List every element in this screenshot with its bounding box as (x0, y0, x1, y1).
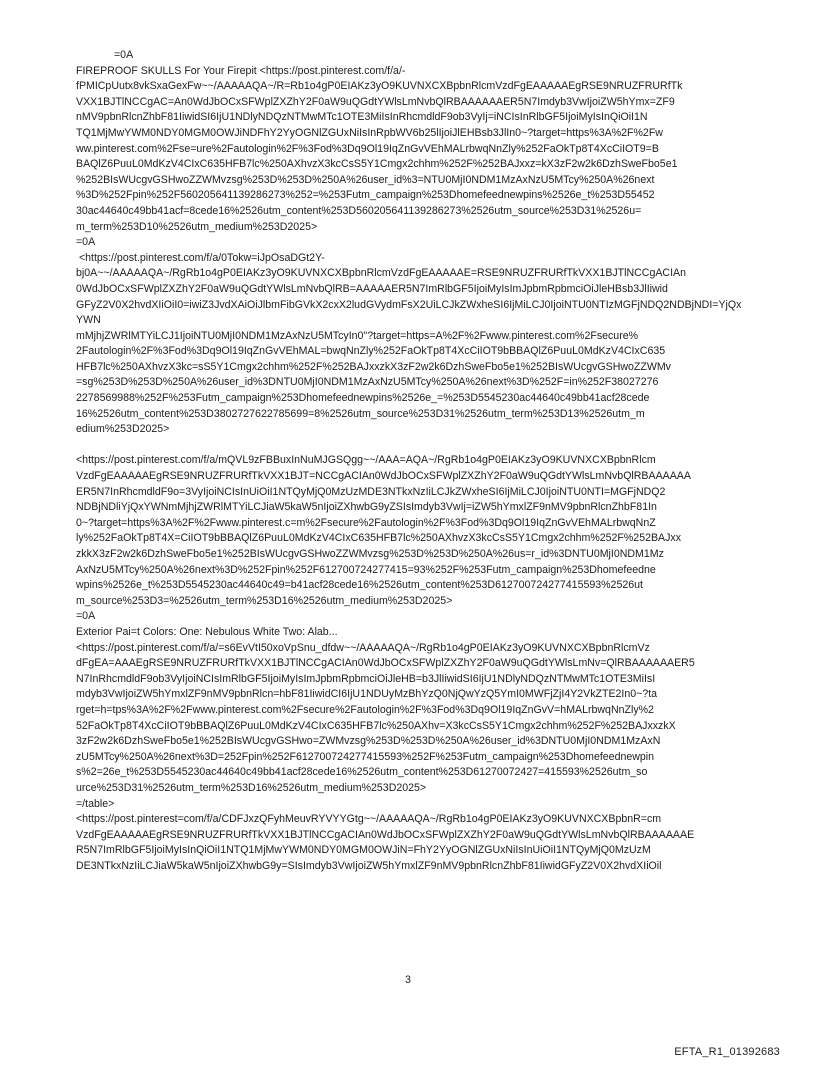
bates-stamp: EFTA_R1_01392683 (674, 1046, 780, 1058)
text-line: R5N7ImRlbGF5IjoiMyIsInQiOiI1NTQ1MjMwYWM0NDY0MGM0OWJiN=FhY2YyOGNlZGUxNiIsInUiOiI1NTQyMjQ0MzUzM (76, 844, 651, 857)
text-line: HFB7lc%250AXhvzX3kc=sS5Y1Cmgx2chhm%252F%252BAJxxzkX3zF2w2k6DzhSweFbo5e1%252BIsWUcgvGSHwoZZWMv (76, 360, 671, 373)
text-line: wpins%2526e_t%253D5545230ac44640c49=b41acf28cede16%2526utm_content%253D612700724277415593%2526ut (76, 579, 643, 592)
text-line: AxNzU5MTcy%250A%26next%3D%252Fpin%252F612700724277415=93%252F%253Futm_campaign%253Dhomefeedne (76, 563, 656, 576)
text-line: =sg%253D%253D%250A%26user_id%3DNTU0MjI0NDM1MzAxNzU5MTcy%250A%26next%3D%252F=in%252F38027276 (76, 376, 659, 389)
text-line: 52FaOkTp8T4XcCiIOT9bBBAQlZ6PuuL0MdKzV4CIxC635HFB7lc%250AXhv=X3kcCsS5Y1Cmgx2chhm%252F%252BAJxxzkX (76, 719, 676, 732)
text-line: 2Fautologin%2F%3Fod%3Dq9Ol19IqZnGvVEhMAL=bwqNnZly%252FaOkTp8T4XcCiIOT9bBBAQlZ6PuuL0MdKzV4CIxC635 (76, 345, 666, 358)
text-line: fPMICpUutx8vkSxaGexFw~~/AAAAAQA~/R=Rb1o4gP0EIAKz3yO9KUVNXCXBpbnRlcmVzdFgEAAAAAEgRSE9NRUZFRURfTk (76, 80, 683, 93)
text-line: =/table> (76, 797, 115, 810)
text-line: dFgEA=AAAEgRSE9NRUZFRURfTkVXX1BJTlNCCgACIAn0WdJbOCxSFWplZXZhY2F0aW9uQGdtYWlsLmNv=QlRBAAAAAAER5 (76, 657, 695, 670)
text-line: mdyb3VwIjoiZW5hYmxlZF9nMV9pbnRlcn=hbF81IiwidCI6IjU1NDUyMzBhYzQ0NjQwYzQ5YmI0MWFjZjI4Y2VkZTE2In0~?ta (76, 688, 658, 701)
page-number: 3 (405, 974, 411, 986)
text-line: VzdFgEAAAAAEgRSE9NRUZFRURfTkVXX1BJT=NCCgACIAn0WdJbOCxSFWplZXZhY2F0aW9uQGdtYWlsLmNvbQlRBAAAAAA (76, 470, 691, 483)
text-line: 0WdJbOCxSFWplZXZhY2F0aW9uQGdtYWlsLmNvbQlRB=AAAAAER5N7ImRlbGF5IjoiMyIsImJpbmRpbmciOiJleHBsb3JlIiwid (76, 282, 668, 295)
text-line: N7InRhcmdldF9ob3VyIjoiNCIsImRlbGF5IjoiMyIsImJpbmRpbmciOiJleHB=b3JlIiwidSI6IjU1NDlyNDQzNTMwMTc1OTE3MiIsI (76, 672, 656, 685)
text-line: <https://post.pinterest=com/f/a/CDFJxzQFyhMeuvRYVYYGtg~~/AAAAAQA~/RgRb1o4gP0EIAKz3yO9KUVNXCXBpbnR=cm (76, 813, 662, 826)
text-line: =0A (76, 610, 96, 623)
text-line: FIREPROOF SKULLS For Your Firepit <https://post.pinterest.com/f/a/- (76, 64, 406, 77)
text-line: bj0A~~/AAAAAQA~/RgRb1o4gP0EIAKz3yO9KUVNXCXBpbnRlcmVzdFgEAAAAAE=RSE9NRUZFRURfTkVXX1BJTlNCCgACIAn (76, 267, 686, 280)
text-line: NDBjNDliYjQxYWNmMjhjZWRlMTYiLCJiaW5kaW5nIjoiZXhwbG9yZSIsImdyb3VwIj=iZW5hYmxlZF9nMV9pbnRlcnZhbF81In (76, 501, 657, 514)
text-line: nMV9pbnRlcnZhbF81IiwidSI6IjU1NDlyNDQzNTMwMTc1OTE3MiIsInRhcmdldF9ob3VyIj=iNCIsInRlbGF5IjoiMyIsInQiOiI1N (76, 111, 648, 124)
text-line: GFyZ2V0X2hvdXIiOiI0=iwiZ3JvdXAiOiJlbmFibGVkX2cxX2ludGVydmFsX2UiLCJkZWxheSI6IjMiLCJ0IjoiNTU0NTIzMGFjNDQ2NDBjNDI=YjQxYWN (76, 298, 742, 327)
text-line: VXX1BJTlNCCgAC=An0WdJbOCxSFWplZXZhY2F0aW9uQGdtYWlsLmNvbQlRBAAAAAAER5N7Imdyb3VwIjoiZW5hYmx=ZF9 (76, 95, 675, 108)
text-line: s%2=26e_t%253D5545230ac44640c49bb41acf28cede16%2526utm_content%253D61270072427=415593%2526utm_so (76, 766, 648, 779)
text-line: m_term%253D10%2526utm_medium%253D2025> (76, 220, 318, 233)
text-line: zU5MTcy%250A%26next%3D=252Fpin%252F612700724277415593%252F%253Futm_campaign%253Dhomefeednewpin (76, 750, 655, 763)
text-line: DE3NTkxNzIiLCJiaW5kaW5nIjoiZXhwbG9y=SIsImdyb3VwIjoiZW5hYmxlZF9nMV9pbnRlcnZhbF81IiwidGFyZ2V0X2hvdXIiOil (76, 859, 662, 872)
text-line: mMjhjZWRlMTYiLCJ1IjoiNTU0MjI0NDM1MzAxNzU5MTcyIn0"?target=https=A%2F%2Fwww.pinterest.com%2Fsecure% (76, 329, 639, 342)
text-line: 30ac44640c49bb41acf=8cede16%2526utm_content%253D560205641139286273%2526utm_source%253D31%2526u= (76, 204, 642, 217)
text-line: 0~?target=https%3A%2F%2Fwww.pinterest.c=m%2Fsecure%2Fautologin%2F%3Fod%3Dq9Ol19IqZnGvVEhMALrbwqNnZ (76, 516, 656, 529)
text-line: %252BIsWUcgvGSHwoZZWMvzsg%253D%253D%250A%26user_id%3=NTU0MjI0NDM1MzAxNzU5MTcy%250A%26next (76, 173, 655, 186)
text-line: 2278569988%252F%253Futm_campaign%253Dhomefeednewpins%2526e_=%253D5545230ac44640c49bb41acf28cede (76, 392, 650, 405)
text-line: m_source%253D3=%2526utm_term%253D16%2526utm_medium%253D2025> (76, 594, 453, 607)
text-line: VzdFgEAAAAAEgRSE9NRUZFRURfTkVXX1BJTlNCCgACIAn0WdJbOCxSFWplZXZhY2F0aW9uQGdtYWlsLmNvbQlRBAAAAAAE (76, 828, 695, 841)
text-line: ww.pinterest.com%2Fse=ure%2Fautologin%2F%3Fod%3Dq9Ol19IqZnGvVEhMALrbwqNnZly%252FaOkTp8T4XcCiIOT9=B (76, 142, 659, 155)
text-line: 16%2526utm_content%253D3802727622785699=8%2526utm_source%253D31%2526utm_term%253D13%2526utm_m (76, 407, 645, 420)
text-line: <https://post.pinterest.com/f/a/mQVL9zFBBuxInNuMJGSQgg~~/AAA=AQA~/RgRb1o4gP0EIAKz3yO9KUVNXCXBpbnRlcm (76, 454, 656, 467)
text-line: =0A (114, 49, 134, 61)
text-line: urce%253D31%2526utm_term%253D16%2526utm_medium%253D2025> (76, 781, 427, 794)
email-body-text (76, 48, 742, 874)
text-line: ER5N7InRhcmdldF9o=3VyIjoiNCIsInUiOiI1NTQyMjQ0MzUzMDE3NTkxNzIiLCJkZWxheSI6IjMiLCJ0IjoiNTU0NTI=MGFjNDQ2 (76, 485, 666, 498)
text-line: <https://post.pinterest.com/f/a/0Tokw=iJpOsaDGt2Y- (76, 251, 325, 264)
text-line: BAQlZ6PuuL0MdKzV4CIxC635HFB7lc%250AXhvzX3kcCsS5Y1Cmgx2chhm%252F%252BAJxxz=kX3zF2w2k6DzhSweFbo5e1 (76, 158, 678, 171)
text-line: edium%253D2025> (76, 423, 170, 436)
text-line: zkkX3zF2w2k6DzhSweFbo5e1%252BIsWUcgvGSHwoZZWMvzsg%253D%253D%250A%26us=r_id%3DNTU0MjI0NDM1Mz (76, 548, 664, 560)
text-line: rget=h=tps%3A%2F%2Fwww.pinterest.com%2Fsecure%2Fautologin%2F%3Fod%3Dq9Ol19IqZnGvV=hMALrbwqNnZly%2 (76, 703, 654, 716)
text-line: =0A (76, 236, 96, 249)
text-line: TQ1MjMwYWM0NDY0MGM0OWJiNDFhY2YyOGNlZGUxNiIsInRpbWV6b25lIjoiJlEHBsb3JlIn0~?target=https%3A%2F%2Fw (76, 126, 663, 139)
text-line: %3D%252Fpin%252F560205641139286273%252=%253Futm_campaign%253Dhomefeednewpins%2526e_t%253D55452 (76, 189, 655, 202)
text-line: 3zF2w2k6DzhSweFbo5e1%252BIsWUcgvGSHwo=ZWMvzsg%253D%253D%250A%26user_id%3DNTU0MjI0NDM1MzAxN (76, 735, 661, 748)
text-line: <https://post.pinterest.com/f/a/=s6EvVtI50xoVpSnu_dfdw~~/AAAAAQA~/RgRb1o4gP0EIAKz3yO9KUVNXCXBpbnRlcmVz (76, 641, 650, 654)
blank-line (76, 438, 742, 454)
text-line: ly%252FaOkTp8T4X=CiIOT9bBBAQlZ6PuuL0MdKzV4CIxC635HFB7lc%250AXhvzX3kcCsS5Y1Cmgx2chhm%252F%252BAJxx (76, 532, 681, 545)
text-line: Exterior Pai=t Colors: One: Nebulous White Two: Alab... (76, 625, 338, 638)
